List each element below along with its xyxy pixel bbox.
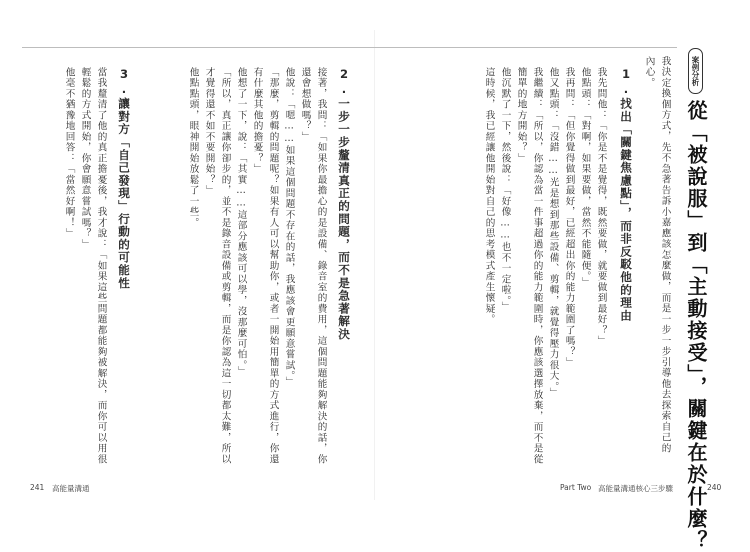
section-2-line-6: 他想了一下，說：「其實……這部分應該可以學，沒那麼可怕。」 bbox=[235, 67, 247, 377]
section-2-line-5: 有什麼其他的擔憂？」 bbox=[251, 67, 263, 175]
section-3-line-1: 當我釐清了他的真正擔憂後，我才說：「如果這些問題都能夠被解決，而你可以用很 bbox=[95, 67, 107, 465]
section-3-line-2: 輕鬆的方式開始，你會願意嘗試嗎？」 bbox=[79, 67, 91, 250]
section-1-line-3: 我再問：「但你覺得做到最好，已經超出你的能力範圍了嗎？」 bbox=[563, 67, 575, 368]
section-3-heading: 3.讓對方「自己發現」行動的可能性 bbox=[117, 67, 131, 290]
section-3-line-3: 他毫不猶豫地回答：「當然好啊！」 bbox=[63, 67, 75, 239]
section-2-line-1: 接著，我問：「如果你最擔心的是設備、錄音室的費用，這個問題能夠解決的話，你 bbox=[315, 67, 327, 465]
page-title: 從「被說服」到「主動接受」，關鍵在於什麼？ bbox=[684, 100, 708, 552]
intro-line-2: 內心。 bbox=[643, 56, 655, 89]
left-page-number: 241 bbox=[30, 483, 45, 492]
left-book-title: 高能量溝通 bbox=[52, 484, 90, 493]
page-gutter bbox=[374, 30, 375, 500]
section-2-line-4: 「那麼，剪輯的問題呢？如果有人可以幫助你，或者一開始用簡單的方式進行，你還 bbox=[267, 67, 279, 465]
right-page-number: 240 bbox=[707, 483, 722, 492]
case-study-tag: 案例分析 bbox=[688, 48, 703, 94]
section-1-heading: 1.找出「關鍵焦慮點」，而非反駁他的理由 bbox=[619, 67, 633, 322]
section-2-line-2: 還會想做嗎？」 bbox=[299, 67, 311, 143]
section-2-line-8: 才覺得還不如不要開始？」 bbox=[203, 67, 215, 196]
intro-line-1: 我決定換個方式，先不急著告訴小嘉應該怎麼做，而是一步一步引導他去探索自己的 bbox=[659, 56, 671, 454]
part-title: 高能量溝通核心三步驟 bbox=[598, 484, 673, 493]
section-1-line-5: 我繼續：「所以，你認為當一件事超過你的能力範圍時，你應該選擇放棄，而不是從 bbox=[531, 67, 543, 465]
header-rule bbox=[22, 47, 677, 48]
part-label: Part Two bbox=[560, 483, 592, 492]
section-1-line-6: 簡單的地方開始？」 bbox=[515, 67, 527, 164]
section-2-heading: 2.一步一步釐清真正的問題，而不是急著解決 bbox=[337, 67, 351, 341]
section-1-line-8: 這時候，我已經讓他開始對自己的思考模式產生懷疑。 bbox=[483, 67, 495, 325]
section-1-line-1: 我先問他：「你是不是覺得，既然要做，就要做到最好？」 bbox=[595, 67, 607, 347]
section-1-line-2: 他點頭：「對啊，如果要做，當然不能隨便。」 bbox=[579, 67, 591, 288]
section-2-line-3: 他說：「嗯……如果這個問題不存在的話，我應該會更願意嘗試。」 bbox=[283, 67, 295, 388]
section-2-line-9: 他點點頭，眼神開始放鬆了一些。 bbox=[187, 67, 199, 229]
section-2-line-7: 「所以，真正讓你卻步的，並不是錄音設備或剪輯，而是你認為這一切都太難，所以 bbox=[219, 67, 231, 465]
section-1-line-7: 他沉默了一下，然後說：「好像……也不一定啦。」 bbox=[499, 67, 511, 313]
section-1-line-4: 他又點頭：「沒錯……光是想到那些設備、剪輯，就覺得壓力很大。」 bbox=[547, 67, 559, 399]
